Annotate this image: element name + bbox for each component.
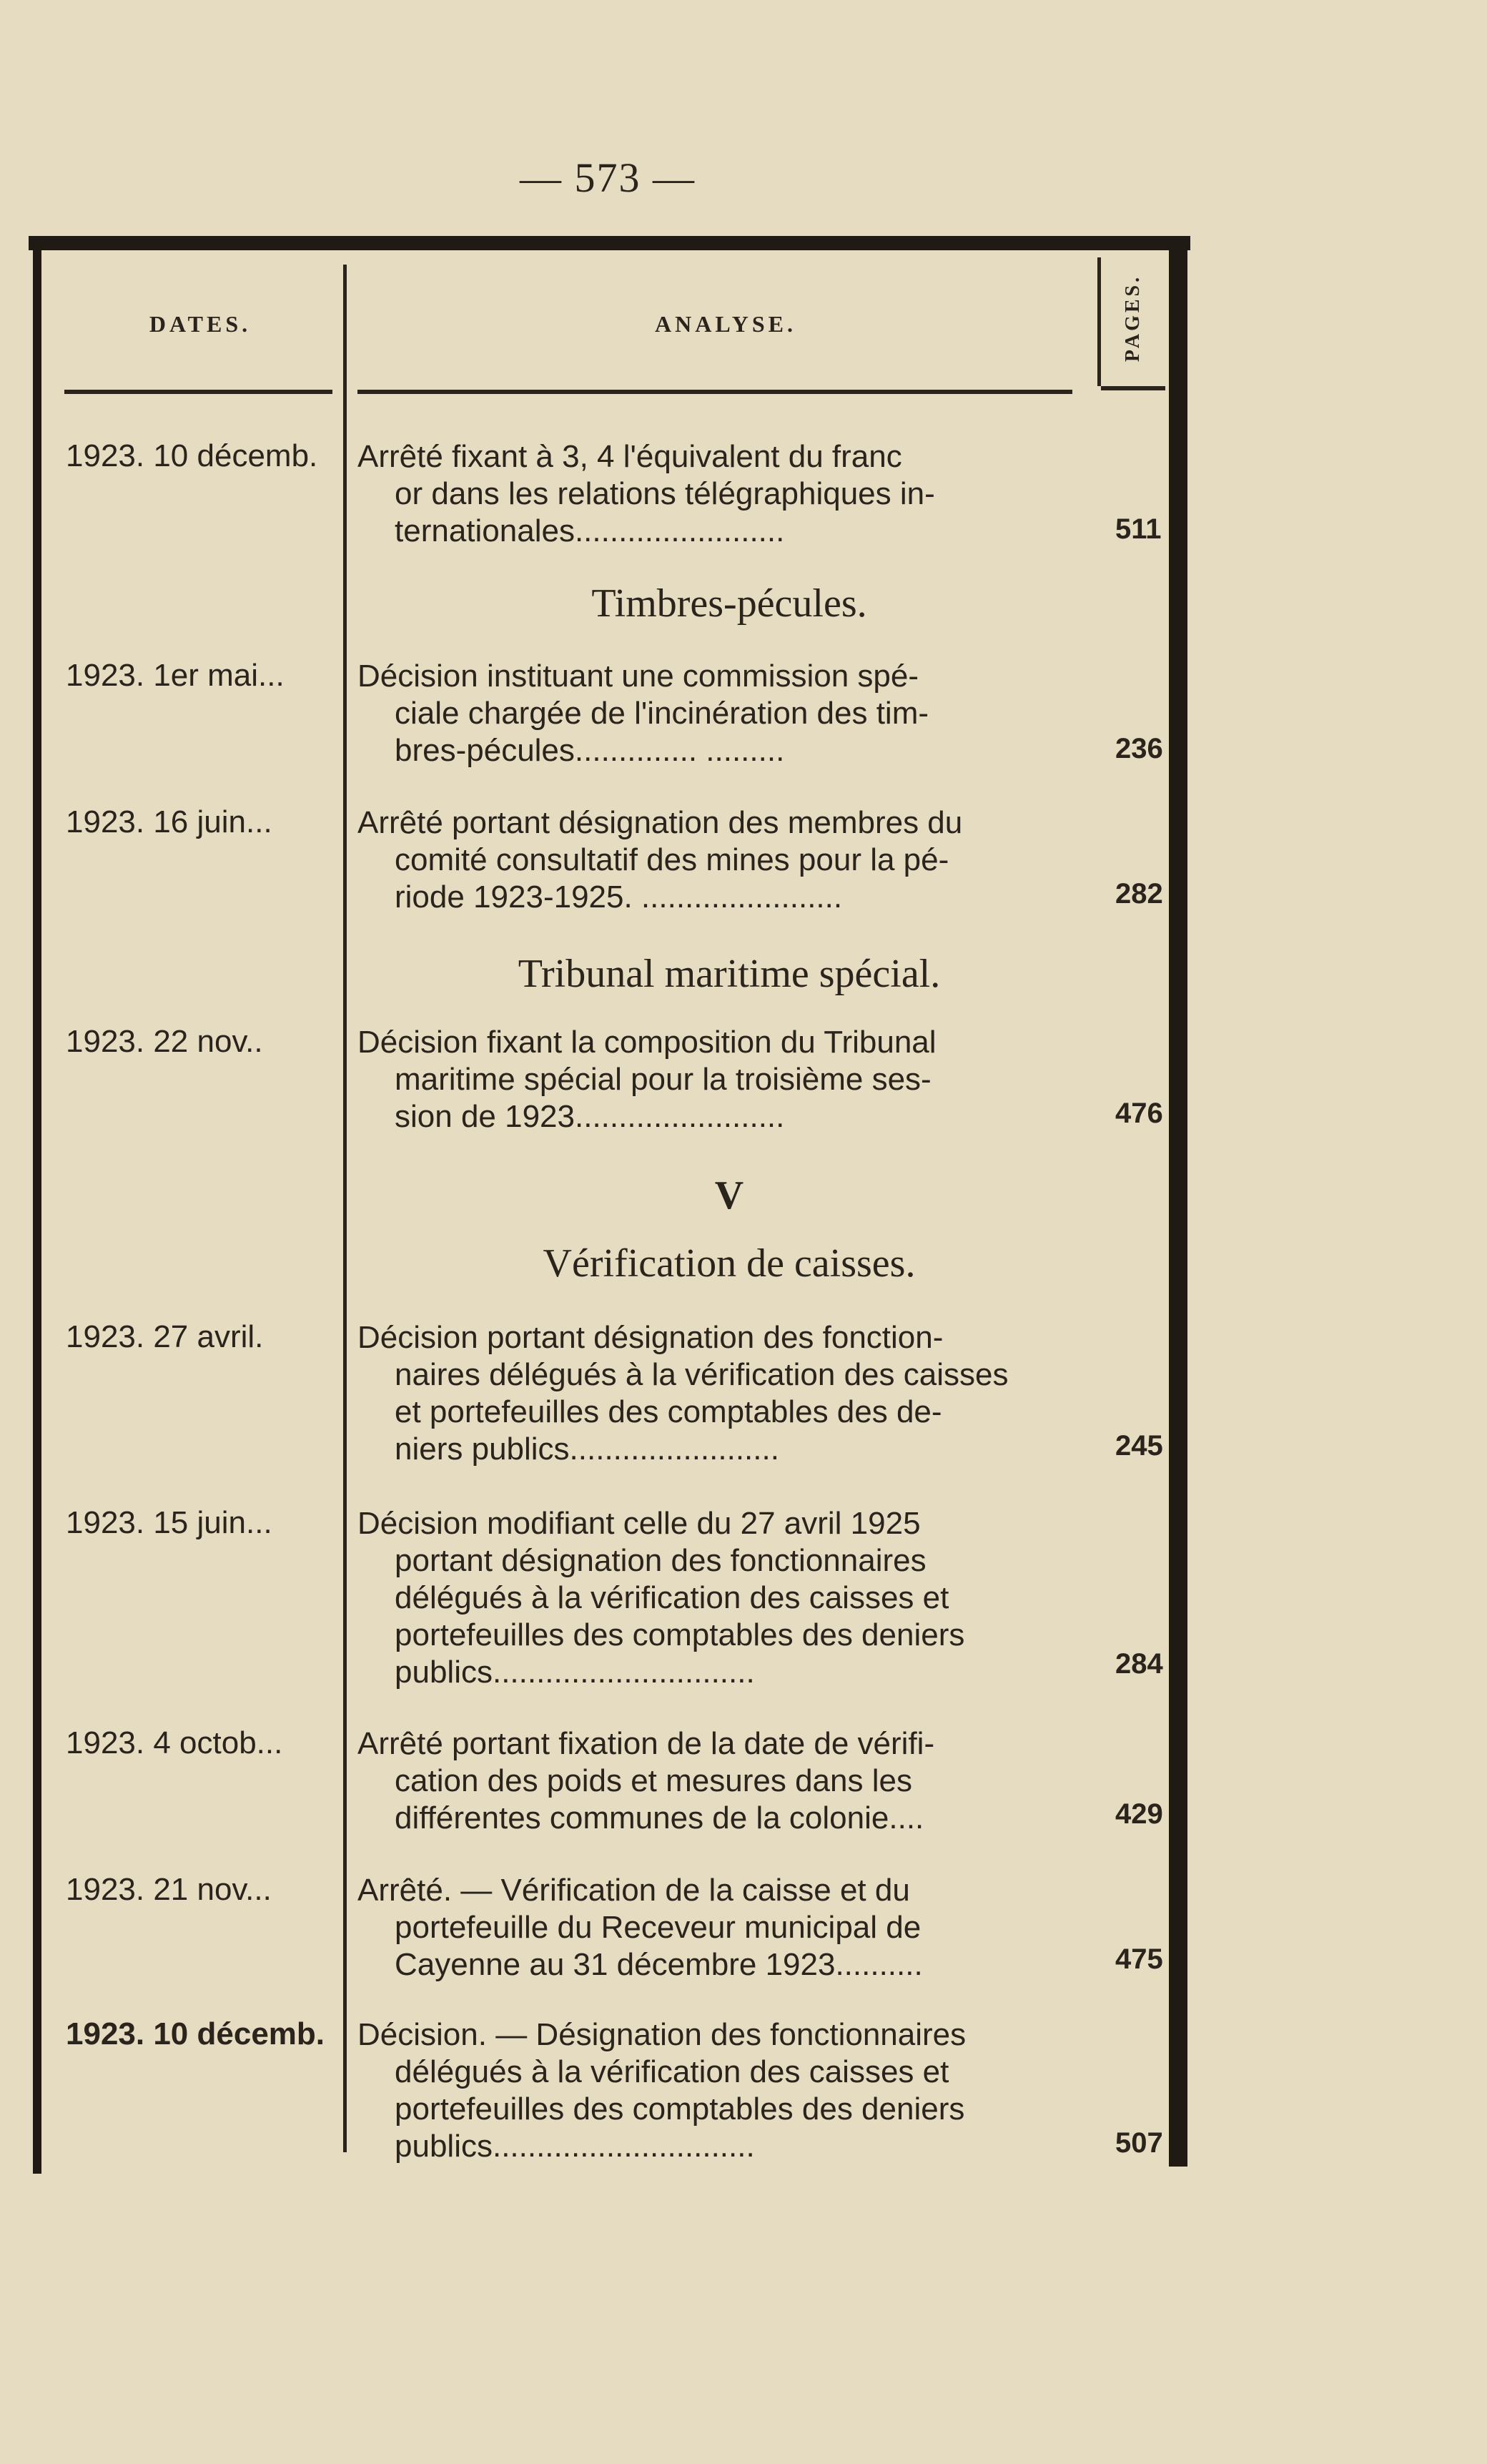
entry-date: 1923. 4 octob... — [66, 1725, 283, 1760]
table-left-border — [33, 243, 41, 2174]
entry-line: portefeuilles des comptables des deniers — [395, 1617, 965, 1652]
entry-text — [357, 1505, 1090, 1691]
pages-column-divider — [1097, 257, 1101, 386]
entry-line: niers publics........................ — [395, 1431, 779, 1467]
entry-line: délégués à la vérification des caisses et — [395, 1580, 949, 1615]
entry-line: Décision instituant une commission spé- — [357, 659, 919, 694]
entry-line: délégués à la vérification des caisses et — [395, 2054, 949, 2089]
entry-page: 429 — [1115, 1798, 1163, 1830]
entry-line: publics.............................. — [395, 1655, 755, 1690]
dates-column-divider — [343, 265, 347, 2152]
entry-line: or dans les relations télégraphiques in- — [395, 476, 935, 511]
entry-page: 507 — [1115, 2127, 1163, 2159]
entry-page: 511 — [1115, 513, 1162, 545]
entry-date: 1923. 27 avril. — [66, 1319, 264, 1354]
entry-page: 282 — [1115, 878, 1163, 910]
entry-line: Décision. — Désignation des fonctionnaires — [357, 2017, 967, 2052]
entry-text — [357, 438, 1090, 550]
entry-date: 1923. 22 nov.. — [66, 1024, 263, 1059]
entry-text — [357, 1725, 1090, 1837]
entry-line: ternationales........................ — [395, 513, 785, 548]
entry-line: portant désignation des fonctionnaires — [395, 1543, 927, 1578]
header-pages: PAGES. — [1122, 274, 1144, 363]
entry-line: publics.............................. — [395, 2129, 755, 2164]
entry-page: 476 — [1115, 1098, 1163, 1129]
entry-text — [357, 804, 1090, 916]
entry-line: Décision modifiant celle du 27 avril 1925 — [357, 1506, 921, 1541]
entry-line: Décision fixant la composition du Tribunal — [357, 1025, 937, 1060]
section-title: Timbres-pécules. — [591, 581, 867, 626]
entry-date: 1923. 10 décemb. — [66, 438, 318, 473]
entry-date: 1923. 1er mai... — [66, 658, 285, 693]
header-rule-analyse — [357, 390, 1072, 394]
entry-line: riode 1923-1925. ....................... — [395, 879, 843, 915]
entry-text — [357, 2016, 1090, 2165]
entry-date: 1923. 16 juin... — [66, 804, 272, 839]
entry-line: cation des poids et mesures dans les — [395, 1763, 912, 1798]
entry-page: 236 — [1115, 733, 1163, 764]
entry-text — [357, 1024, 1090, 1135]
entry-line: comité consultatif des mines pour la pé- — [395, 842, 949, 877]
entry-line: Arrêté. — Vérification de la caisse et du — [357, 1873, 910, 1908]
header-rule-dates — [64, 390, 332, 394]
entry-line: portefeuille du Receveur municipal de — [395, 1910, 922, 1945]
entry-line: et portefeuilles des comptables des de- — [395, 1394, 942, 1429]
entry-date: 1923. 21 nov... — [66, 1872, 272, 1907]
header-dates: DATES. — [149, 311, 252, 337]
entry-line: Arrêté portant désignation des membres du — [357, 805, 963, 840]
entry-page: 284 — [1115, 1648, 1163, 1680]
entry-text — [357, 1872, 1090, 1983]
entry-date: 1923. 15 juin... — [66, 1505, 272, 1540]
entry-text — [357, 658, 1090, 769]
entry-line: ciale chargée de l'incinération des tim- — [395, 696, 929, 731]
section-title: Vérification de caisses. — [543, 1241, 916, 1286]
entry-line: bres-pécules.............. ......... — [395, 733, 785, 768]
entry-page: 475 — [1115, 1943, 1163, 1975]
entry-line: portefeuilles des comptables des deniers — [395, 2091, 965, 2127]
header-rule-pages — [1101, 386, 1165, 390]
section-numeral: V — [714, 1173, 744, 1218]
entry-line: naires délégués à la vérification des caisses — [395, 1357, 1009, 1392]
entry-text — [357, 1319, 1090, 1468]
header-analyse: ANALYSE. — [655, 311, 796, 337]
entry-line: différentes communes de la colonie.... — [395, 1800, 924, 1835]
page-number: — 573 — — [520, 154, 696, 201]
entry-line: Arrêté portant fixation de la date de vérifi- — [357, 1726, 935, 1761]
entry-line: sion de 1923........................ — [395, 1099, 785, 1134]
entry-date: 1923. 10 décemb. — [66, 2016, 325, 2051]
entry-page: 245 — [1115, 1430, 1163, 1462]
section-title: Tribunal maritime spécial. — [518, 952, 941, 996]
entry-line: Décision portant désignation des fonction- — [357, 1320, 944, 1355]
table-top-border — [29, 236, 1190, 250]
entry-line: Cayenne au 31 décembre 1923.......... — [395, 1947, 923, 1982]
entry-line: Arrêté fixant à 3, 4 l'équivalent du franc — [357, 439, 902, 474]
entry-line: maritime spécial pour la troisième ses- — [395, 1062, 932, 1097]
